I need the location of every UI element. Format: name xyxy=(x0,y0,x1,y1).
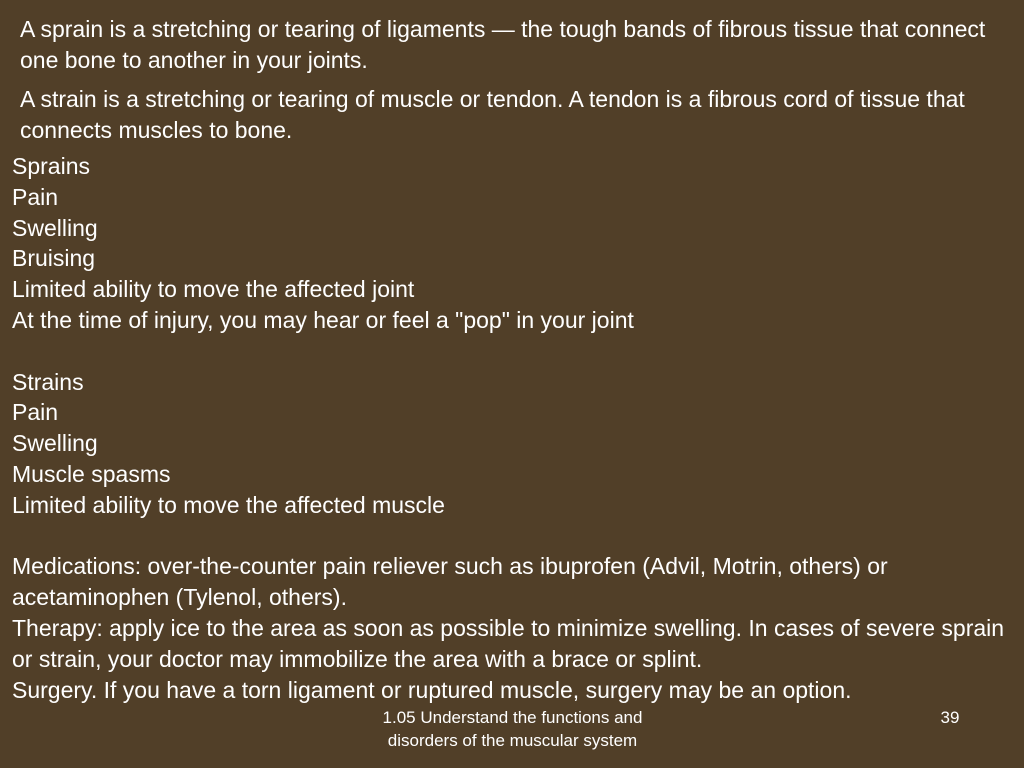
sprains-symptom: At the time of injury, you may hear or feel a "pop" in your joint xyxy=(12,306,634,333)
footer-title xyxy=(330,706,695,752)
definitions-block xyxy=(20,14,1010,154)
sprains-symptom: Pain xyxy=(12,183,59,210)
strains-symptom: Limited ability to move the affected muscle xyxy=(12,491,445,518)
therapy-text: Therapy: apply ice to the area as soon as possible to minimize swelling. In cases of severe sprain or strain, your doctor may immobilize the area with a brace or splint. xyxy=(12,614,1005,672)
slide-body xyxy=(12,151,1017,705)
footer-line-1: 1.05 Understand the functions and xyxy=(382,708,643,727)
sprain-definition: A sprain is a stretching or tearing of ligaments — the tough bands of fibrous tissue that connect one bone to another in your joints. xyxy=(20,16,986,73)
strains-symptom: Muscle spasms xyxy=(12,460,171,487)
sprains-heading: Sprains xyxy=(12,153,90,179)
strain-definition: A strain is a stretching or tearing of muscle or tendon. A tendon is a fibrous cord of tissue that connects muscles to bone. xyxy=(20,86,965,143)
surgery-text: Surgery. If you have a torn ligament or ruptured muscle, surgery may be an option. xyxy=(12,676,852,703)
blank-line xyxy=(12,336,1017,367)
medications-text: Medications: over-the-counter pain reliever such as ibuprofen (Advil, Motrin, others) or acetaminophen (Tylenol, others). xyxy=(12,553,888,611)
strains-symptom: Pain xyxy=(12,399,59,426)
footer-line-2: disorders of the muscular system xyxy=(387,731,638,750)
strains-symptom: Swelling xyxy=(12,430,98,457)
sprains-symptom: Bruising xyxy=(12,245,96,272)
sprains-symptom: Swelling xyxy=(12,214,98,241)
page-number: 39 xyxy=(940,708,960,727)
blank-line xyxy=(12,521,1017,552)
sprains-symptom: Limited ability to move the affected joint xyxy=(12,276,415,303)
strains-heading: Strains xyxy=(12,368,84,395)
